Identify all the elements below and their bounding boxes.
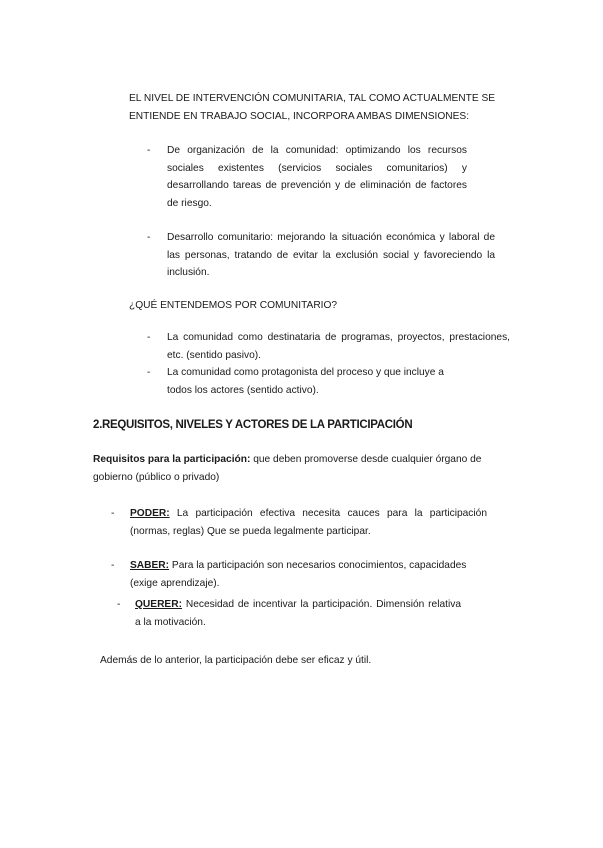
bullet-dash: - <box>147 332 151 343</box>
requirement-keyword: SABER: <box>130 560 170 571</box>
bullet-dash: - <box>147 232 151 243</box>
list-item-pasivo: La comunidad como destinataria de programas, proyectos, prestaciones, etc. (sentido pasivo). <box>167 332 510 361</box>
bullet-dash: - <box>117 599 121 610</box>
section-heading: 2.REQUISITOS, NIVELES Y ACTORES DE LA PARTICIPACIÓN <box>93 419 413 431</box>
requirement-poder <box>130 505 487 540</box>
requirement-saber <box>130 557 495 592</box>
intro-line-2: ENTIENDE EN TRABAJO SOCIAL, INCORPORA AMBAS DIMENSIONES: <box>129 110 470 122</box>
list-item-activo: La comunidad como protagonista del proceso y que incluye a todos los actores (sentido activo). <box>167 367 444 396</box>
bullet-dash: - <box>111 560 115 571</box>
bullet-dash: - <box>147 145 151 156</box>
requirement-querer <box>135 596 461 631</box>
intro-paragraph <box>129 90 519 125</box>
closing-paragraph: Además de lo anterior, la participación debe ser eficaz y útil. <box>100 655 372 666</box>
bullet-dash: - <box>147 367 151 378</box>
requirement-text: La participación efectiva necesita cauces para la participación (normas, reglas) Que se pueda legalmente participar. <box>130 508 487 537</box>
requirement-text: Para la participación son necesarios conocimientos, capacidades (exige aprendizaje). <box>130 560 467 589</box>
intro-line-1: EL NIVEL DE INTERVENCIÓN COMUNITARIA, TAL COMO ACTUALMENTE SE <box>129 93 496 104</box>
list-item-organizacion: De organización de la comunidad: optimizando los recursos sociales existentes (servicios sociales comunitarios) y desarrollando tareas de prevención y de eliminación de factores de riesgo. <box>167 145 467 209</box>
requisitos-label: Requisitos para la participación: <box>93 454 251 465</box>
bullet-dash: - <box>111 508 115 519</box>
requisitos-text: que deben promoverse desde cualquier órgano de gobierno (público o privado) <box>93 454 482 483</box>
requisitos-paragraph <box>93 451 518 486</box>
requirement-keyword: QUERER: <box>135 599 182 610</box>
list-item-desarrollo: Desarrollo comunitario: mejorando la situación económica y laboral de las personas, tratando de evitar la exclusión social y favoreciendo la inclusión. <box>167 232 495 278</box>
requirement-text: Necesidad de incentivar la participación. Dimensión relativa a la motivación. <box>135 599 461 628</box>
requirement-keyword: PODER: <box>130 508 170 519</box>
question-heading: ¿QUÉ ENTENDEMOS POR COMUNITARIO? <box>129 300 338 311</box>
